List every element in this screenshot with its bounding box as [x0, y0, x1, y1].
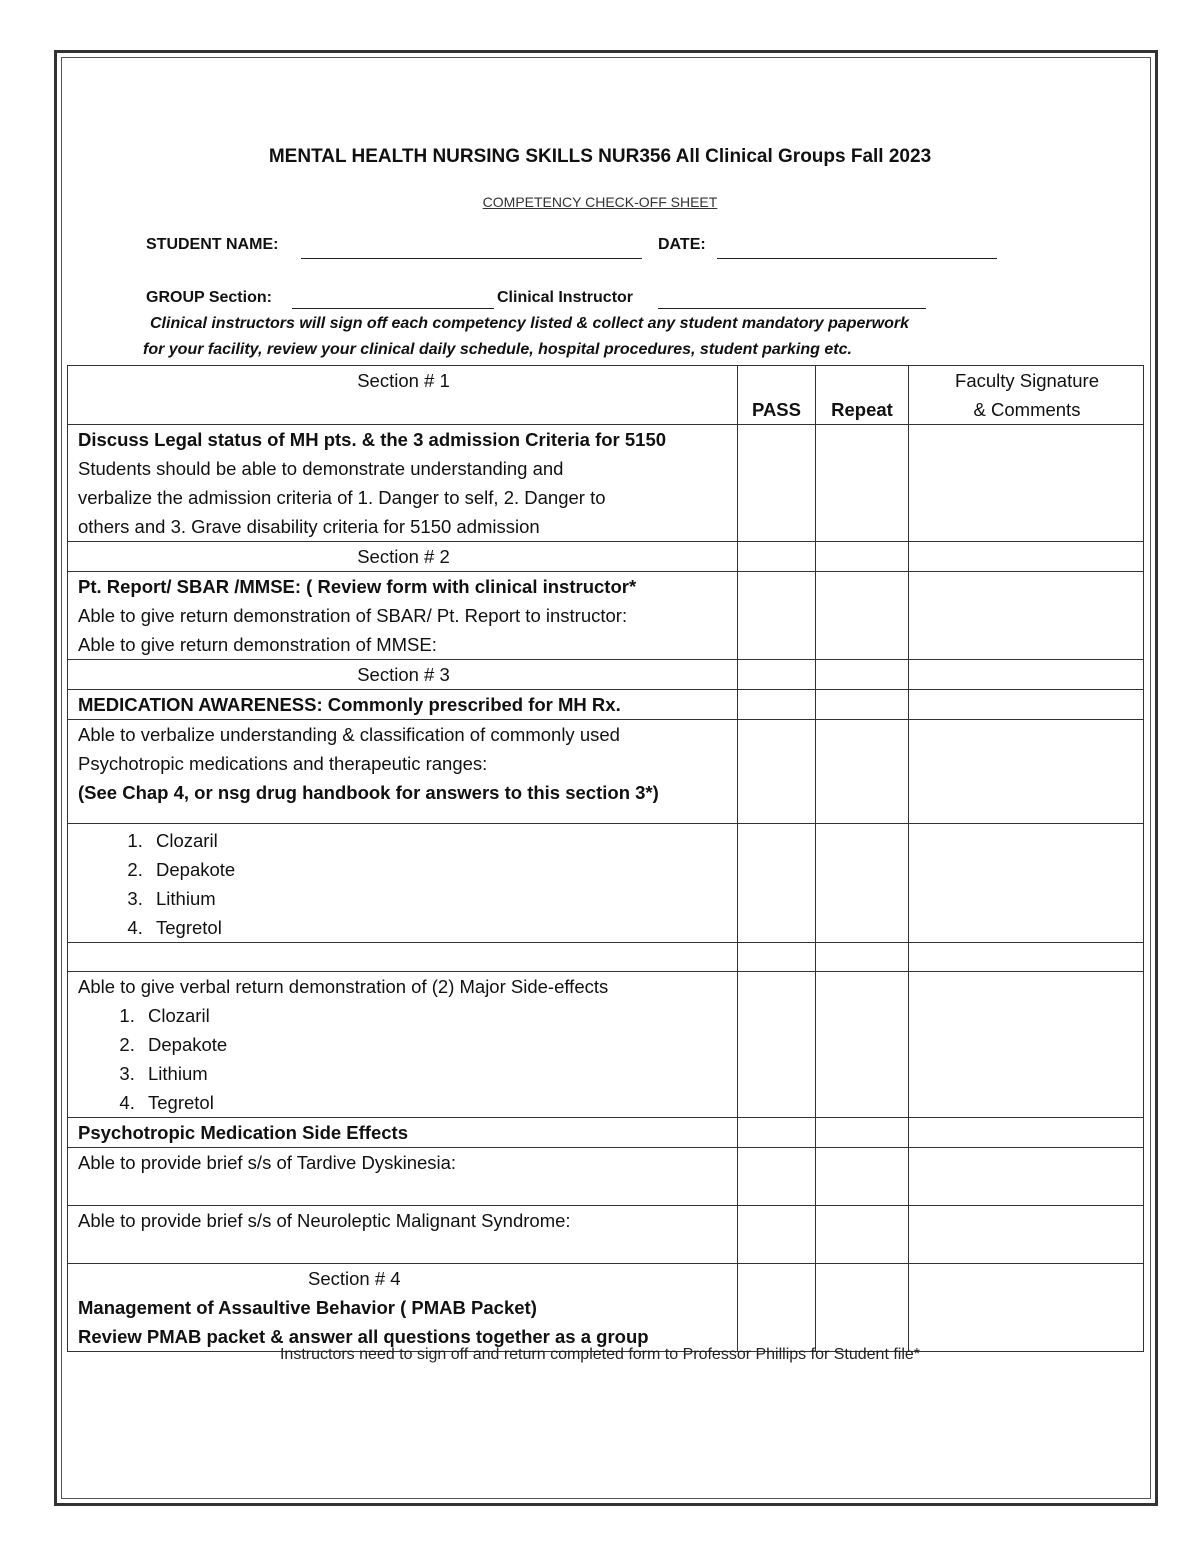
pass-cell[interactable]: [738, 542, 816, 572]
table-row: [68, 824, 1144, 943]
table-row: [68, 720, 1144, 824]
pass-cell[interactable]: [738, 1118, 816, 1148]
faculty-comments-cell[interactable]: [909, 660, 1144, 690]
list-item: 4. Tegretol: [148, 913, 729, 942]
repeat-cell[interactable]: [816, 720, 909, 824]
pmab-line2: Review PMAB packet & answer all questions together as a group: [78, 1326, 649, 1347]
clinical-instructor-field[interactable]: [658, 308, 926, 309]
medication-list-1: [68, 824, 738, 943]
instruction-note-line2: for your facility, review your clinical daily schedule, hospital procedures, student parking etc.: [143, 341, 852, 358]
faculty-header-line2: & Comments: [973, 399, 1081, 420]
table-row: [68, 572, 1144, 660]
list-item: 3. Lithium: [140, 1059, 729, 1088]
repeat-cell[interactable]: [816, 542, 909, 572]
sbar-title: Pt. Report/ SBAR /MMSE: ( Review form with clinical instructor*: [78, 576, 637, 597]
faculty-comments-cell[interactable]: [909, 1264, 1144, 1352]
repeat-cell[interactable]: [816, 972, 909, 1118]
table-row: [68, 1148, 1144, 1206]
repeat-column-header: Repeat: [816, 366, 909, 425]
pass-cell[interactable]: [738, 690, 816, 720]
empty-cell: [68, 943, 738, 972]
classification-item: [68, 720, 738, 824]
faculty-comments-cell[interactable]: [909, 1118, 1144, 1148]
psychotropic-side-effects-heading: Psychotropic Medication Side Effects: [68, 1118, 738, 1148]
footer-note: Instructors need to sign off and return completed form to Professor Phillips for Student file*: [279, 1346, 921, 1363]
pmab-line1: Management of Assaultive Behavior ( PMAB Packet): [78, 1297, 537, 1318]
sbar-item: [68, 572, 738, 660]
table-row: [68, 1264, 1144, 1352]
student-name-label: STUDENT NAME:: [146, 236, 279, 253]
side-effects-item: [68, 972, 738, 1118]
medication-awareness-heading: MEDICATION AWARENESS: Commonly prescribed for MH Rx.: [68, 690, 738, 720]
faculty-header-line1: Faculty Signature: [955, 370, 1099, 391]
list-item: 3. Lithium: [148, 884, 729, 913]
side-effects-intro: Able to give verbal return demonstration of (2) Major Side-effects: [78, 976, 609, 997]
pass-cell[interactable]: [738, 1148, 816, 1206]
table-row: [68, 1206, 1144, 1264]
table-row: [68, 943, 1144, 972]
pmab-item: [68, 1264, 738, 1352]
group-section-label: GROUP Section:: [146, 289, 272, 306]
student-name-field[interactable]: [301, 258, 642, 259]
repeat-cell[interactable]: [816, 1148, 909, 1206]
pass-cell[interactable]: [738, 572, 816, 660]
section-2-header: Section # 2: [68, 542, 738, 572]
repeat-cell[interactable]: [816, 572, 909, 660]
faculty-comments-cell[interactable]: [909, 425, 1144, 542]
legal-status-line4: others and 3. Grave disability criteria for 5150 admission: [78, 516, 540, 537]
table-row: [68, 972, 1144, 1118]
repeat-cell[interactable]: [816, 1118, 909, 1148]
repeat-cell[interactable]: [816, 943, 909, 972]
faculty-comments-cell[interactable]: [909, 572, 1144, 660]
list-item: 2. Depakote: [148, 855, 729, 884]
table-row: [68, 542, 1144, 572]
table-row: [68, 660, 1144, 690]
page-title: MENTAL HEALTH NURSING SKILLS NUR356 All Clinical Groups Fall 2023: [268, 146, 932, 167]
pass-cell[interactable]: [738, 943, 816, 972]
faculty-comments-cell[interactable]: [909, 972, 1144, 1118]
section-3-header: Section # 3: [68, 660, 738, 690]
legal-status-item: [68, 425, 738, 542]
date-label: DATE:: [658, 236, 706, 253]
pass-cell[interactable]: [738, 425, 816, 542]
tardive-dyskinesia-item: Able to provide brief s/s of Tardive Dyskinesia:: [68, 1148, 738, 1206]
repeat-cell[interactable]: [816, 1264, 909, 1352]
list-item: 4. Tegretol: [140, 1088, 729, 1117]
pass-cell[interactable]: [738, 1206, 816, 1264]
classification-line2: Psychotropic medications and therapeutic ranges:: [78, 753, 488, 774]
faculty-comments-cell[interactable]: [909, 1148, 1144, 1206]
section-4-header: Section # 4: [308, 1268, 401, 1289]
legal-status-title: Discuss Legal status of MH pts. & the 3 admission Criteria for 5150: [78, 429, 667, 450]
pass-cell[interactable]: [738, 824, 816, 943]
faculty-comments-cell[interactable]: [909, 542, 1144, 572]
pass-cell[interactable]: [738, 972, 816, 1118]
list-item: 1. Clozaril: [148, 826, 729, 855]
pass-cell[interactable]: [738, 720, 816, 824]
table-row: [68, 690, 1144, 720]
repeat-cell[interactable]: [816, 660, 909, 690]
repeat-cell[interactable]: [816, 690, 909, 720]
legal-status-line3: verbalize the admission criteria of 1. Danger to self, 2. Danger to: [78, 487, 606, 508]
instruction-note-line1: Clinical instructors will sign off each competency listed & collect any student mandatory paperwork: [150, 315, 909, 332]
sbar-line3: Able to give return demonstration of MMSE:: [78, 634, 437, 655]
table-header-row: [68, 366, 1144, 425]
group-section-field[interactable]: [292, 308, 494, 309]
faculty-comments-cell[interactable]: [909, 824, 1144, 943]
medication-list: [78, 826, 729, 942]
faculty-comments-cell[interactable]: [909, 943, 1144, 972]
pass-cell[interactable]: [738, 1264, 816, 1352]
legal-status-line2: Students should be able to demonstrate understanding and: [78, 458, 564, 479]
pass-column-header: PASS: [738, 366, 816, 425]
table-row: [68, 425, 1144, 542]
section-1-header: Section # 1: [68, 366, 738, 425]
date-field[interactable]: [717, 258, 997, 259]
page-subtitle: COMPETENCY CHECK-OFF SHEET: [482, 194, 718, 210]
list-item: 1. Clozaril: [140, 1001, 729, 1030]
faculty-column-header: [909, 366, 1144, 425]
repeat-cell[interactable]: [816, 1206, 909, 1264]
table-row: [68, 1118, 1144, 1148]
repeat-cell[interactable]: [816, 425, 909, 542]
faculty-comments-cell[interactable]: [909, 720, 1144, 824]
classification-line1: Able to verbalize understanding & classification of commonly used: [78, 724, 620, 745]
medication-list: [78, 1001, 729, 1117]
classification-reference: (See Chap 4, or nsg drug handbook for answers to this section 3*): [78, 782, 659, 803]
pass-cell[interactable]: [738, 660, 816, 690]
sbar-line2: Able to give return demonstration of SBAR/ Pt. Report to instructor:: [78, 605, 628, 626]
faculty-comments-cell[interactable]: [909, 690, 1144, 720]
competency-table: [67, 365, 1144, 1352]
clinical-instructor-label: Clinical Instructor: [497, 289, 634, 306]
faculty-comments-cell[interactable]: [909, 1206, 1144, 1264]
nms-item: Able to provide brief s/s of Neuroleptic Malignant Syndrome:: [68, 1206, 738, 1264]
repeat-cell[interactable]: [816, 824, 909, 943]
list-item: 2. Depakote: [140, 1030, 729, 1059]
